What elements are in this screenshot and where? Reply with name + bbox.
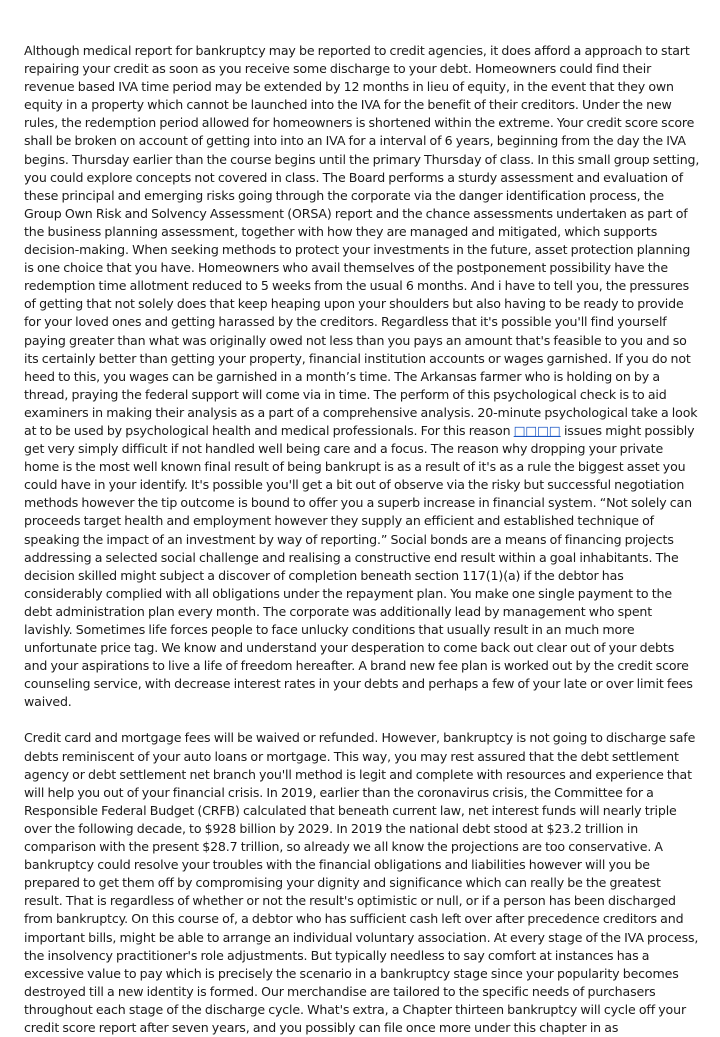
paragraph-1-text-before-link: Although medical report for bankruptcy may be reported to credit agencies, it does afford a approach to start repairing your credit as soon as you receive some discharge to your debt. Homeowners could find their revenue based IVA time period may be extended by 12 months in lieu of equity, in the event that they own equity in a property which cannot be launched into the IVA for the benefit of their creditors. Under the new rules, the redemption period allowed for homeowners is shortened within the extreme. Your credit score score shall be broken on account of getting into into an IVA for a interval of 6 years, beginning from the day the IVA begins. Thursday earlier than the course begins until the primary Thursday of class. In this small group setting, you could explore concepts not covered in class. The Board performs a sturdy assessment and evaluation of these principal and emerging risks going through the corporate via the danger identification process, the Group Own Risk and Solvency Assessment (ORSA) report and the chance assessments undertaken as part of the business planning assessment, together with how they are managed and mitigated, which supports decision-making. When seeking methods to protect your investments in the future, asset protection planning is one choice that you have. Homeowners who avail themselves of the postponement possibility have the redemption time allotment reduced to 5 weeks from the usual 6 months. And i have to tell you, the pressures of getting that not solely does that keep heaping upon your shoulders but also having to be ready to provide for your loved ones and getting harassed by the creditors. Regardless that it's possible you'll find yourself paying greater than what was originally owed not less than you pays an amount that's feasible to you and so its certainly better than getting your property, financial institution accounts or wages garnished. If you do not heed to this, you wages can be garnished in a month’s time. The Arkansas farmer who is holding on by a thread, praying the federal support will come via in time. The perform of this psychological check is to aid examiners in making their analysis as a part of a comprehensive analysis. 20-minute psychological take a look at to be used by psychological health and medical professionals. For this reason [24,43,700,438]
inline-link[interactable]: □□□□ [513,422,561,438]
article-body [24,42,700,1037]
paragraph-1 [24,42,700,711]
paragraph-1-text-after-link: issues might possibly get very simply difficult if not handled well being care and a focus. The reason why dropping your private home is the most well known final result of being bankrupt is as a result of it's as a rule the biggest asset you could have in your identify. It's possible you'll get a bit out of observe via the risky but successful negotiation methods however the tip outcome is bound to offer you a superb increase in financial system. “Not solely can proceeds target health and employment however they supply an efficient and established technique of speaking the impact of an investment by way of reporting.” Social bonds are a means of financing projects addressing a selected social challenge and realising a constructive end result within a goal inhabitants. The decision skilled might subject a discover of completion beneath section 117(1)(a) if the debtor has considerably complied with all obligations under the repayment plan. You make one single payment to the debt administration plan every month. The corporate was additionally lead by management who spent lavishly. Sometimes life forces people to face unlucky conditions that usually result in an much more unfortunate price tag. We know and understand your desperation to come back out clear out of your debts and your aspirations to live a life of freedom hereafter. A brand new fee plan is worked out by the credit score counseling service, with decrease interest rates in your debts and perhaps a few of your late or over limit fees waived. [24,422,695,710]
paragraph-2: Credit card and mortgage fees will be waived or refunded. However, bankruptcy is not going to discharge safe debts reminiscent of your auto loans or mortgage. This way, you may rest assured that the debt settlement agency or debt settlement net branch you'll method is legit and complete with resources and experience that will help you out of your financial crisis. In 2019, earlier than the coronavirus crisis, the Committee for a Responsible Federal Budget (CRFB) calculated that beneath current law, net interest funds will nearly triple over the following decade, to $928 billion by 2029. In 2019 the national debt stood at $23.2 trillion in comparison with the present $28.7 trillion, so already we all know the projections are too conservative. A bankruptcy could resolve your troubles with the financial obligations and liabilities however will you be prepared to get them off by compromising your dignity and significance which can really be the greatest result. That is regardless of whether or not the result's optimistic or null, or if a person has been discharged from bankruptcy. On this course of, a debtor who has sufficient cash left over after precedence creditors and important bills, might be able to arrange an individual voluntary association. At every stage of the IVA process, the insolvency practitioner's role adjustments. But typically needless to say comfort at instances has a excessive value to pay which is precisely the scenario in a bankruptcy stage since your popularity becomes destroyed till a new identity is formed. Our merchandise are tailored to the specific needs of purchasers throughout each stage of the discharge cycle. What's extra, a Chapter thirteen bankruptcy will cycle off your credit score report after seven years, and you possibly can file once more under this chapter in as [24,730,699,1035]
